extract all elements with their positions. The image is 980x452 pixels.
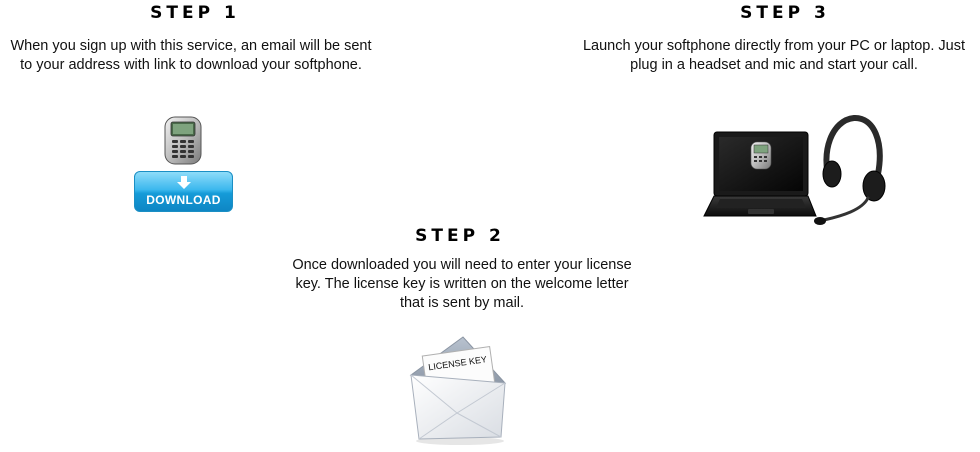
envelope-icon <box>405 335 515 452</box>
headset-icon <box>814 118 885 225</box>
license-key-card-text: LICENSE KEY <box>427 354 488 373</box>
laptop-with-headset-image <box>702 112 888 235</box>
download-button-label: DOWNLOAD <box>146 193 221 207</box>
step2-description: Once downloaded you will need to enter your license key. The license key is written on the welcome letter that is sent by mail. <box>292 257 632 311</box>
step3-description: Launch your softphone directly from your PC or laptop. Just plug in a headset and mic and start your call. <box>582 38 966 73</box>
step3-title: STEP 3 <box>740 3 830 23</box>
step1-description: When you sign up with this service, an email will be sent to your address with link to download your softphone. <box>10 38 372 73</box>
laptop-icon <box>704 132 816 216</box>
download-button[interactable] <box>134 171 233 212</box>
step1-title: STEP 1 <box>150 3 240 23</box>
softphone-icon <box>163 116 205 171</box>
step2-title: STEP 2 <box>415 226 505 246</box>
